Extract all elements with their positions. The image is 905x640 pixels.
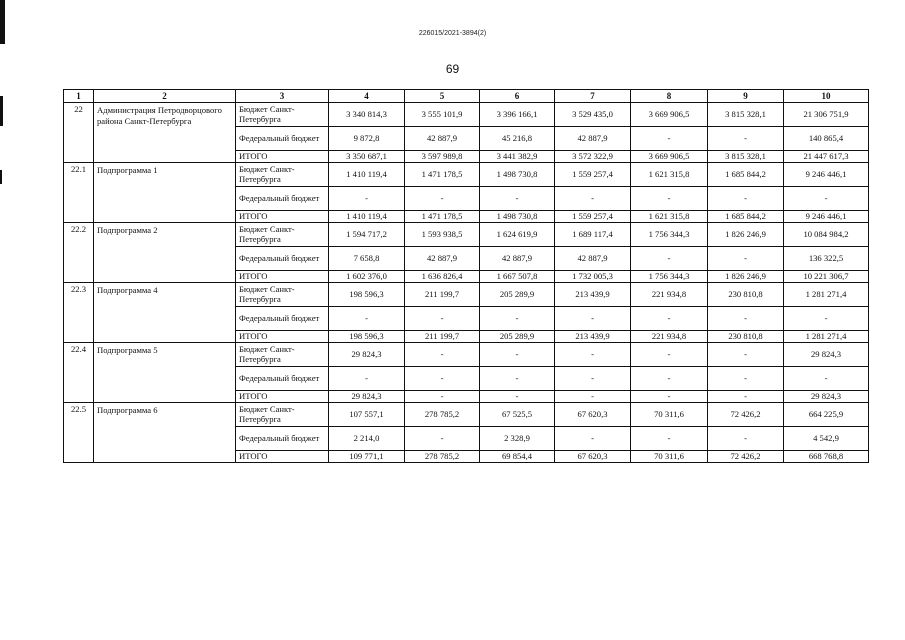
value-cell: 1 602 376,0 [329,271,405,283]
value-cell: - [555,307,631,331]
value-cell: 230 810,8 [708,283,784,307]
value-cell: 42 887,9 [405,247,480,271]
item-name: Подпрограмма 4 [94,283,236,343]
value-cell: 205 289,9 [480,283,555,307]
document-code: 226015/2021-3894(2) [418,30,487,37]
total-value-cell: 9 246 446,1 [784,163,869,187]
value-cell: 3 572 322,9 [555,151,631,163]
total-value-cell: 29 824,3 [784,343,869,367]
funding-source: Федеральный бюджет [236,127,329,151]
item-name: Администрация Петродворцового района Санкт-Петербурга [94,103,236,163]
header-row [64,90,869,103]
funding-source: Бюджет Санкт-Петербурга [236,403,329,427]
value-cell: 1 559 257,4 [555,211,631,223]
total-value-cell: 10 084 984,2 [784,223,869,247]
value-cell: 72 426,2 [708,403,784,427]
value-cell: 109 771,1 [329,451,405,463]
item-name: Подпрограмма 2 [94,223,236,283]
value-cell: 213 439,9 [555,283,631,307]
column-header: 2 [94,90,236,103]
value-cell: 1 826 246,9 [708,271,784,283]
funding-source: Федеральный бюджет [236,307,329,331]
column-header: 9 [708,90,784,103]
funding-source: ИТОГО [236,451,329,463]
funding-source: Федеральный бюджет [236,247,329,271]
value-cell: 1 471 178,5 [405,163,480,187]
value-cell: - [555,367,631,391]
column-header: 5 [405,90,480,103]
value-cell: - [631,307,708,331]
value-cell: 3 340 814,3 [329,103,405,127]
value-cell: - [329,307,405,331]
column-header: 6 [480,90,555,103]
funding-source: Федеральный бюджет [236,187,329,211]
value-cell: 2 214,0 [329,427,405,451]
value-cell: - [708,343,784,367]
scan-edge-mark [0,170,2,184]
value-cell: - [631,427,708,451]
value-cell: - [480,343,555,367]
value-cell: 1 498 730,8 [480,211,555,223]
total-value-cell: - [784,187,869,211]
table-row [64,403,869,427]
total-value-cell: 10 221 306,7 [784,271,869,283]
funding-source: Бюджет Санкт-Петербурга [236,103,329,127]
value-cell: 107 557,1 [329,403,405,427]
column-header: 7 [555,90,631,103]
value-cell: 1 498 730,8 [480,163,555,187]
item-number: 22.2 [64,223,94,283]
value-cell: 278 785,2 [405,403,480,427]
item-name: Подпрограмма 6 [94,403,236,463]
value-cell: 42 887,9 [555,127,631,151]
value-cell: 70 311,6 [631,451,708,463]
column-header: 1 [64,90,94,103]
value-cell: 3 815 328,1 [708,103,784,127]
total-value-cell: 664 225,9 [784,403,869,427]
funding-source: Бюджет Санкт-Петербурга [236,343,329,367]
total-value-cell: 21 306 751,9 [784,103,869,127]
column-header: 10 [784,90,869,103]
value-cell: 42 887,9 [480,247,555,271]
value-cell: 3 669 906,5 [631,151,708,163]
value-cell: - [480,187,555,211]
table-row [64,223,869,247]
funding-source: Федеральный бюджет [236,367,329,391]
value-cell: 1 410 119,4 [329,163,405,187]
total-value-cell: 136 322,5 [784,247,869,271]
table-row [64,343,869,367]
value-cell: - [631,187,708,211]
value-cell: 3 669 906,5 [631,103,708,127]
total-value-cell: 140 865,4 [784,127,869,151]
value-cell: - [405,343,480,367]
value-cell: 45 216,8 [480,127,555,151]
value-cell: - [708,391,784,403]
item-number: 22.5 [64,403,94,463]
funding-source: ИТОГО [236,391,329,403]
value-cell: - [631,391,708,403]
value-cell: 1 732 005,3 [555,271,631,283]
value-cell: 230 810,8 [708,331,784,343]
value-cell: - [555,427,631,451]
total-value-cell: - [784,307,869,331]
item-name: Подпрограмма 1 [94,163,236,223]
value-cell: - [555,391,631,403]
total-value-cell: 29 824,3 [784,391,869,403]
total-value-cell: 1 281 271,4 [784,283,869,307]
item-number: 22.4 [64,343,94,403]
value-cell: 2 328,9 [480,427,555,451]
funding-source: ИТОГО [236,331,329,343]
funding-source: ИТОГО [236,271,329,283]
item-number: 22 [64,103,94,163]
value-cell: 67 620,3 [555,403,631,427]
value-cell: - [631,343,708,367]
value-cell: - [405,187,480,211]
value-cell: 67 620,3 [555,451,631,463]
funding-source: ИТОГО [236,151,329,163]
value-cell: 1 685 844,2 [708,163,784,187]
value-cell: - [405,391,480,403]
value-cell: - [708,127,784,151]
value-cell: - [631,247,708,271]
value-cell: - [555,343,631,367]
value-cell: - [555,187,631,211]
total-value-cell: 9 246 446,1 [784,211,869,223]
funding-source: Бюджет Санкт-Петербурга [236,283,329,307]
value-cell: 278 785,2 [405,451,480,463]
value-cell: 1 621 315,8 [631,211,708,223]
value-cell: 1 621 315,8 [631,163,708,187]
value-cell: 70 311,6 [631,403,708,427]
item-number: 22.3 [64,283,94,343]
total-value-cell: 1 281 271,4 [784,331,869,343]
value-cell: - [480,307,555,331]
total-value-cell: - [784,367,869,391]
value-cell: - [480,367,555,391]
value-cell: - [405,367,480,391]
column-header: 3 [236,90,329,103]
value-cell: 69 854,4 [480,451,555,463]
item-number: 22.1 [64,163,94,223]
value-cell: - [708,187,784,211]
value-cell: 211 199,7 [405,331,480,343]
scan-edge-mark [0,0,5,44]
value-cell: - [329,367,405,391]
value-cell: 198 596,3 [329,331,405,343]
value-cell: 3 555 101,9 [405,103,480,127]
value-cell: 211 199,7 [405,283,480,307]
funding-source: Федеральный бюджет [236,427,329,451]
item-name: Подпрограмма 5 [94,343,236,403]
value-cell: 3 597 989,8 [405,151,480,163]
funding-source: ИТОГО [236,211,329,223]
value-cell: 3 441 382,9 [480,151,555,163]
value-cell: 1 624 619,9 [480,223,555,247]
value-cell: - [405,307,480,331]
funding-source: Бюджет Санкт-Петербурга [236,163,329,187]
value-cell: - [708,307,784,331]
value-cell: 1 594 717,2 [329,223,405,247]
total-value-cell: 4 542,9 [784,427,869,451]
value-cell: 29 824,3 [329,343,405,367]
value-cell: 1 689 117,4 [555,223,631,247]
table-row [64,283,869,307]
value-cell: 221 934,8 [631,283,708,307]
value-cell: 42 887,9 [555,247,631,271]
column-header: 8 [631,90,708,103]
page-number: 69 [445,62,460,76]
value-cell: 1 471 178,5 [405,211,480,223]
value-cell: 1 559 257,4 [555,163,631,187]
value-cell: - [631,367,708,391]
value-cell: 1 826 246,9 [708,223,784,247]
value-cell: 67 525,5 [480,403,555,427]
total-value-cell: 668 768,8 [784,451,869,463]
value-cell: 1 636 826,4 [405,271,480,283]
value-cell: 7 658,8 [329,247,405,271]
value-cell: 3 815 328,1 [708,151,784,163]
value-cell: 42 887,9 [405,127,480,151]
value-cell: 29 824,3 [329,391,405,403]
column-header: 4 [329,90,405,103]
budget-table [63,89,869,463]
value-cell: - [631,127,708,151]
funding-source: Бюджет Санкт-Петербурга [236,223,329,247]
value-cell: 3 350 687,1 [329,151,405,163]
value-cell: - [708,367,784,391]
value-cell: 205 289,9 [480,331,555,343]
value-cell: 213 439,9 [555,331,631,343]
table-row [64,163,869,187]
value-cell: - [708,247,784,271]
value-cell: - [480,391,555,403]
value-cell: 198 596,3 [329,283,405,307]
value-cell: - [329,187,405,211]
value-cell: - [708,427,784,451]
value-cell: 1 685 844,2 [708,211,784,223]
value-cell: 3 396 166,1 [480,103,555,127]
value-cell: 9 872,8 [329,127,405,151]
total-value-cell: 21 447 617,3 [784,151,869,163]
value-cell: 3 529 435,0 [555,103,631,127]
value-cell: 1 756 344,3 [631,271,708,283]
value-cell: - [405,427,480,451]
value-cell: 1 593 938,5 [405,223,480,247]
value-cell: 221 934,8 [631,331,708,343]
table-row [64,103,869,127]
value-cell: 1 667 507,8 [480,271,555,283]
value-cell: 1 410 119,4 [329,211,405,223]
scan-edge-mark [0,96,3,126]
value-cell: 72 426,2 [708,451,784,463]
value-cell: 1 756 344,3 [631,223,708,247]
